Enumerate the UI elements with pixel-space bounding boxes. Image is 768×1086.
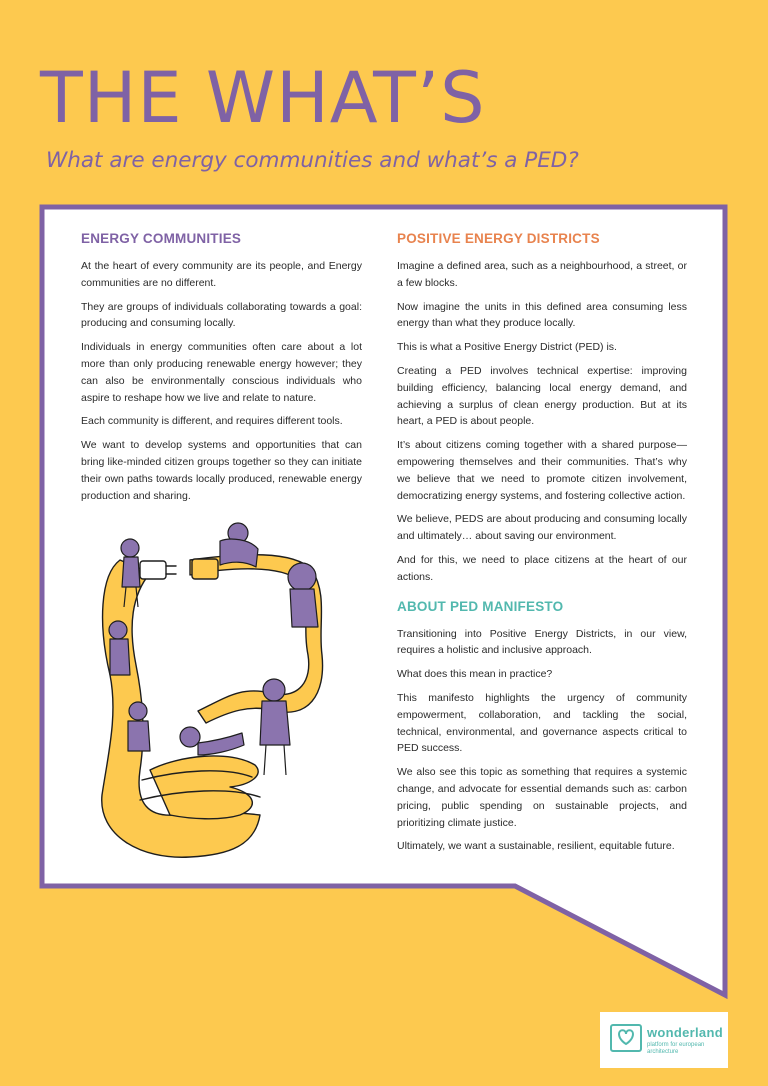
ped-paragraph: Imagine a defined area, such as a neighbourhood, a street, or a few blocks. [397, 260, 687, 289]
page-title: THE WHAT’S [40, 57, 486, 139]
ped-paragraph: Creating a PED involves technical expertise: improving building efficiency, balancing local energy demand, and achieving a surplus of clean energy production. But at its heart, a PED is about people. [397, 364, 687, 428]
page-subtitle: What are energy communities and what’s a PED? [46, 148, 579, 173]
ec-paragraph: Individuals in energy communities often care about a lot more than only producing renewable energy however; they can also be environmentally conscious individuals who aspire to reshape how we live and relate to nature. [81, 341, 362, 404]
ped-paragraph: Now imagine the units in this defined area consuming less energy than what they produce locally. [397, 300, 687, 330]
manifesto-paragraph: Transitioning into Positive Energy Districts, in our view, requires a holistic and inclusive approach. [397, 627, 687, 657]
ec-paragraph: Each community is different, and requires different tools. [81, 415, 343, 428]
ped-paragraph: We believe, PEDS are about producing and consuming locally and ultimately… about saving our environment. [397, 513, 687, 543]
logo-tagline: platform for european architecture [647, 1042, 705, 1055]
ec-paragraph: At the heart of every community are its people, and Energy communities are no different. [81, 260, 362, 289]
ped-paragraph: It’s about citizens coming together with a shared purpose—empowering themselves and their communities. That’s why we believe that we need to promote citizen involvement, democratizing energy systems, and fostering collective action. [397, 439, 687, 502]
community-illustration [80, 515, 360, 875]
ec-paragraph: They are groups of individuals collaborating towards a goal: producing and consuming locally. [81, 300, 362, 330]
ped-section [397, 230, 687, 862]
wonderland-logo-icon [610, 1022, 642, 1054]
manifesto-paragraph: We also see this topic as something that requires a systemic change, and advocate for essential demands such as: carbon pricing, public spending on sustainable projects, and prioritizing climate justice. [397, 766, 687, 829]
manifesto-paragraph: Ultimately, we want a sustainable, resilient, equitable future. [397, 840, 675, 853]
ec-paragraph: We want to develop systems and opportunities that can bring like-minded citizen groups together so they can initiate their own paths towards locally produced, renewable energy production and sharing. [81, 439, 362, 502]
manifesto-heading: ABOUT PED MANIFESTO [397, 598, 564, 614]
manifesto-paragraph: What does this mean in practice? [397, 668, 553, 681]
ped-paragraph: And for this, we need to place citizens at the heart of our actions. [397, 553, 687, 583]
ped-heading: POSITIVE ENERGY DISTRICTS [397, 231, 600, 246]
ped-paragraph: This is what a Positive Energy District (PED) is. [397, 341, 617, 354]
manifesto-paragraph: This manifesto highlights the urgency of community empowerment, collaboration, and tackling the social, technical, environmental, and governance aspects critical to PED success. [397, 691, 687, 755]
energy-communities-section [81, 230, 362, 511]
wonderland-logo [600, 1012, 728, 1068]
energy-communities-heading: ENERGY COMMUNITIES [81, 231, 242, 246]
logo-name: wonderland [647, 1025, 723, 1040]
